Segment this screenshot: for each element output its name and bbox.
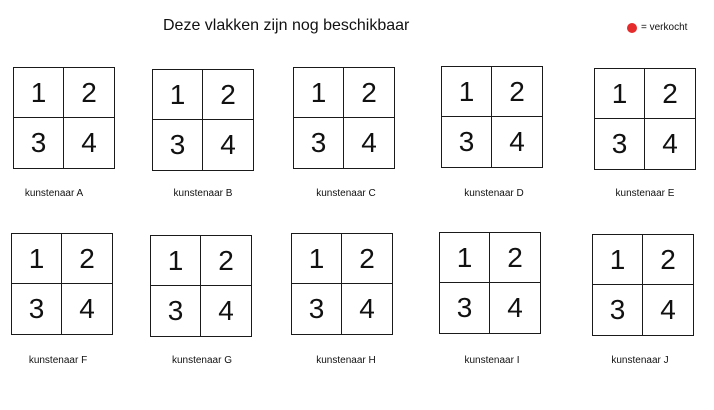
panel-cell[interactable]: 4	[662, 128, 678, 159]
panel-cell[interactable]: 2	[342, 234, 392, 284]
panel-cell[interactable]: 3	[593, 285, 643, 335]
panel-cell[interactable]: 3	[440, 283, 490, 333]
panel-cell[interactable]: 1	[151, 236, 201, 286]
legend-label: = verkocht	[641, 22, 688, 33]
panel-cell[interactable]: 4	[660, 294, 676, 325]
page-title: Deze vlakken zijn nog beschikbaar	[163, 17, 410, 34]
panel-cell[interactable]: 2	[201, 236, 251, 286]
artist-label: kunstenaar A	[24, 188, 84, 199]
panel-cell[interactable]: 2	[643, 235, 693, 285]
panel-cell[interactable]: 2	[645, 69, 695, 119]
artist-label: kunstenaar B	[173, 188, 233, 199]
panel-cell[interactable]: 3	[294, 118, 344, 168]
panel-cell[interactable]: 2	[490, 233, 540, 283]
artist-label: kunstenaar C	[316, 188, 376, 199]
panel-cell[interactable]: 1	[14, 68, 64, 118]
panel-cell[interactable]: 3	[14, 118, 64, 168]
artist-label: kunstenaar J	[611, 355, 669, 366]
panel-cell[interactable]: 3	[153, 120, 203, 170]
artist-label: kunstenaar F	[28, 355, 88, 366]
panel-1	[13, 67, 115, 169]
panel-cell[interactable]: 2	[62, 234, 112, 284]
panel-cell[interactable]: 2	[203, 70, 253, 120]
artist-label: kunstenaar H	[316, 355, 376, 366]
panel-10	[592, 234, 694, 336]
panel-6	[11, 233, 113, 335]
panel-8	[291, 233, 393, 335]
panel-9	[439, 232, 541, 334]
panel-cell[interactable]: 4	[220, 129, 236, 160]
panel-cell[interactable]: 1	[153, 70, 203, 120]
panel-cell[interactable]: 2	[64, 68, 114, 118]
panel-cell[interactable]: 3	[292, 284, 342, 334]
panel-cell[interactable]: 3	[151, 286, 201, 336]
panel-cell[interactable]: 1	[595, 69, 645, 119]
panel-cell[interactable]: 3	[595, 119, 645, 169]
panel-cell[interactable]: 1	[294, 68, 344, 118]
panel-cell[interactable]: 2	[344, 68, 394, 118]
panel-cell[interactable]: 1	[12, 234, 62, 284]
sold-dot-icon	[627, 23, 637, 33]
legend	[627, 22, 687, 33]
panel-cell[interactable]: 3	[12, 284, 62, 334]
panel-cell[interactable]: 4	[361, 127, 377, 158]
panel-cell[interactable]: 3	[442, 117, 492, 167]
panel-cell[interactable]: 4	[509, 126, 525, 157]
artist-label: kunstenaar E	[615, 188, 675, 199]
panel-cell[interactable]: 4	[218, 295, 234, 326]
panel-7	[150, 235, 252, 337]
panel-4	[441, 66, 543, 168]
panel-cell[interactable]: 1	[292, 234, 342, 284]
panel-3	[293, 67, 395, 169]
panel-cell[interactable]: 2	[492, 67, 542, 117]
artist-label: kunstenaar I	[464, 355, 520, 366]
panel-cell[interactable]: 1	[442, 67, 492, 117]
artist-label: kunstenaar G	[171, 355, 233, 366]
panel-cell[interactable]: 4	[359, 293, 375, 324]
panel-2	[152, 69, 254, 171]
panel-cell[interactable]: 1	[440, 233, 490, 283]
panel-cell[interactable]: 4	[507, 292, 523, 323]
panel-cell[interactable]: 1	[593, 235, 643, 285]
panel-5	[594, 68, 696, 170]
panel-cell[interactable]: 4	[81, 127, 97, 158]
artist-label: kunstenaar D	[464, 188, 524, 199]
panel-cell[interactable]: 4	[79, 293, 95, 324]
